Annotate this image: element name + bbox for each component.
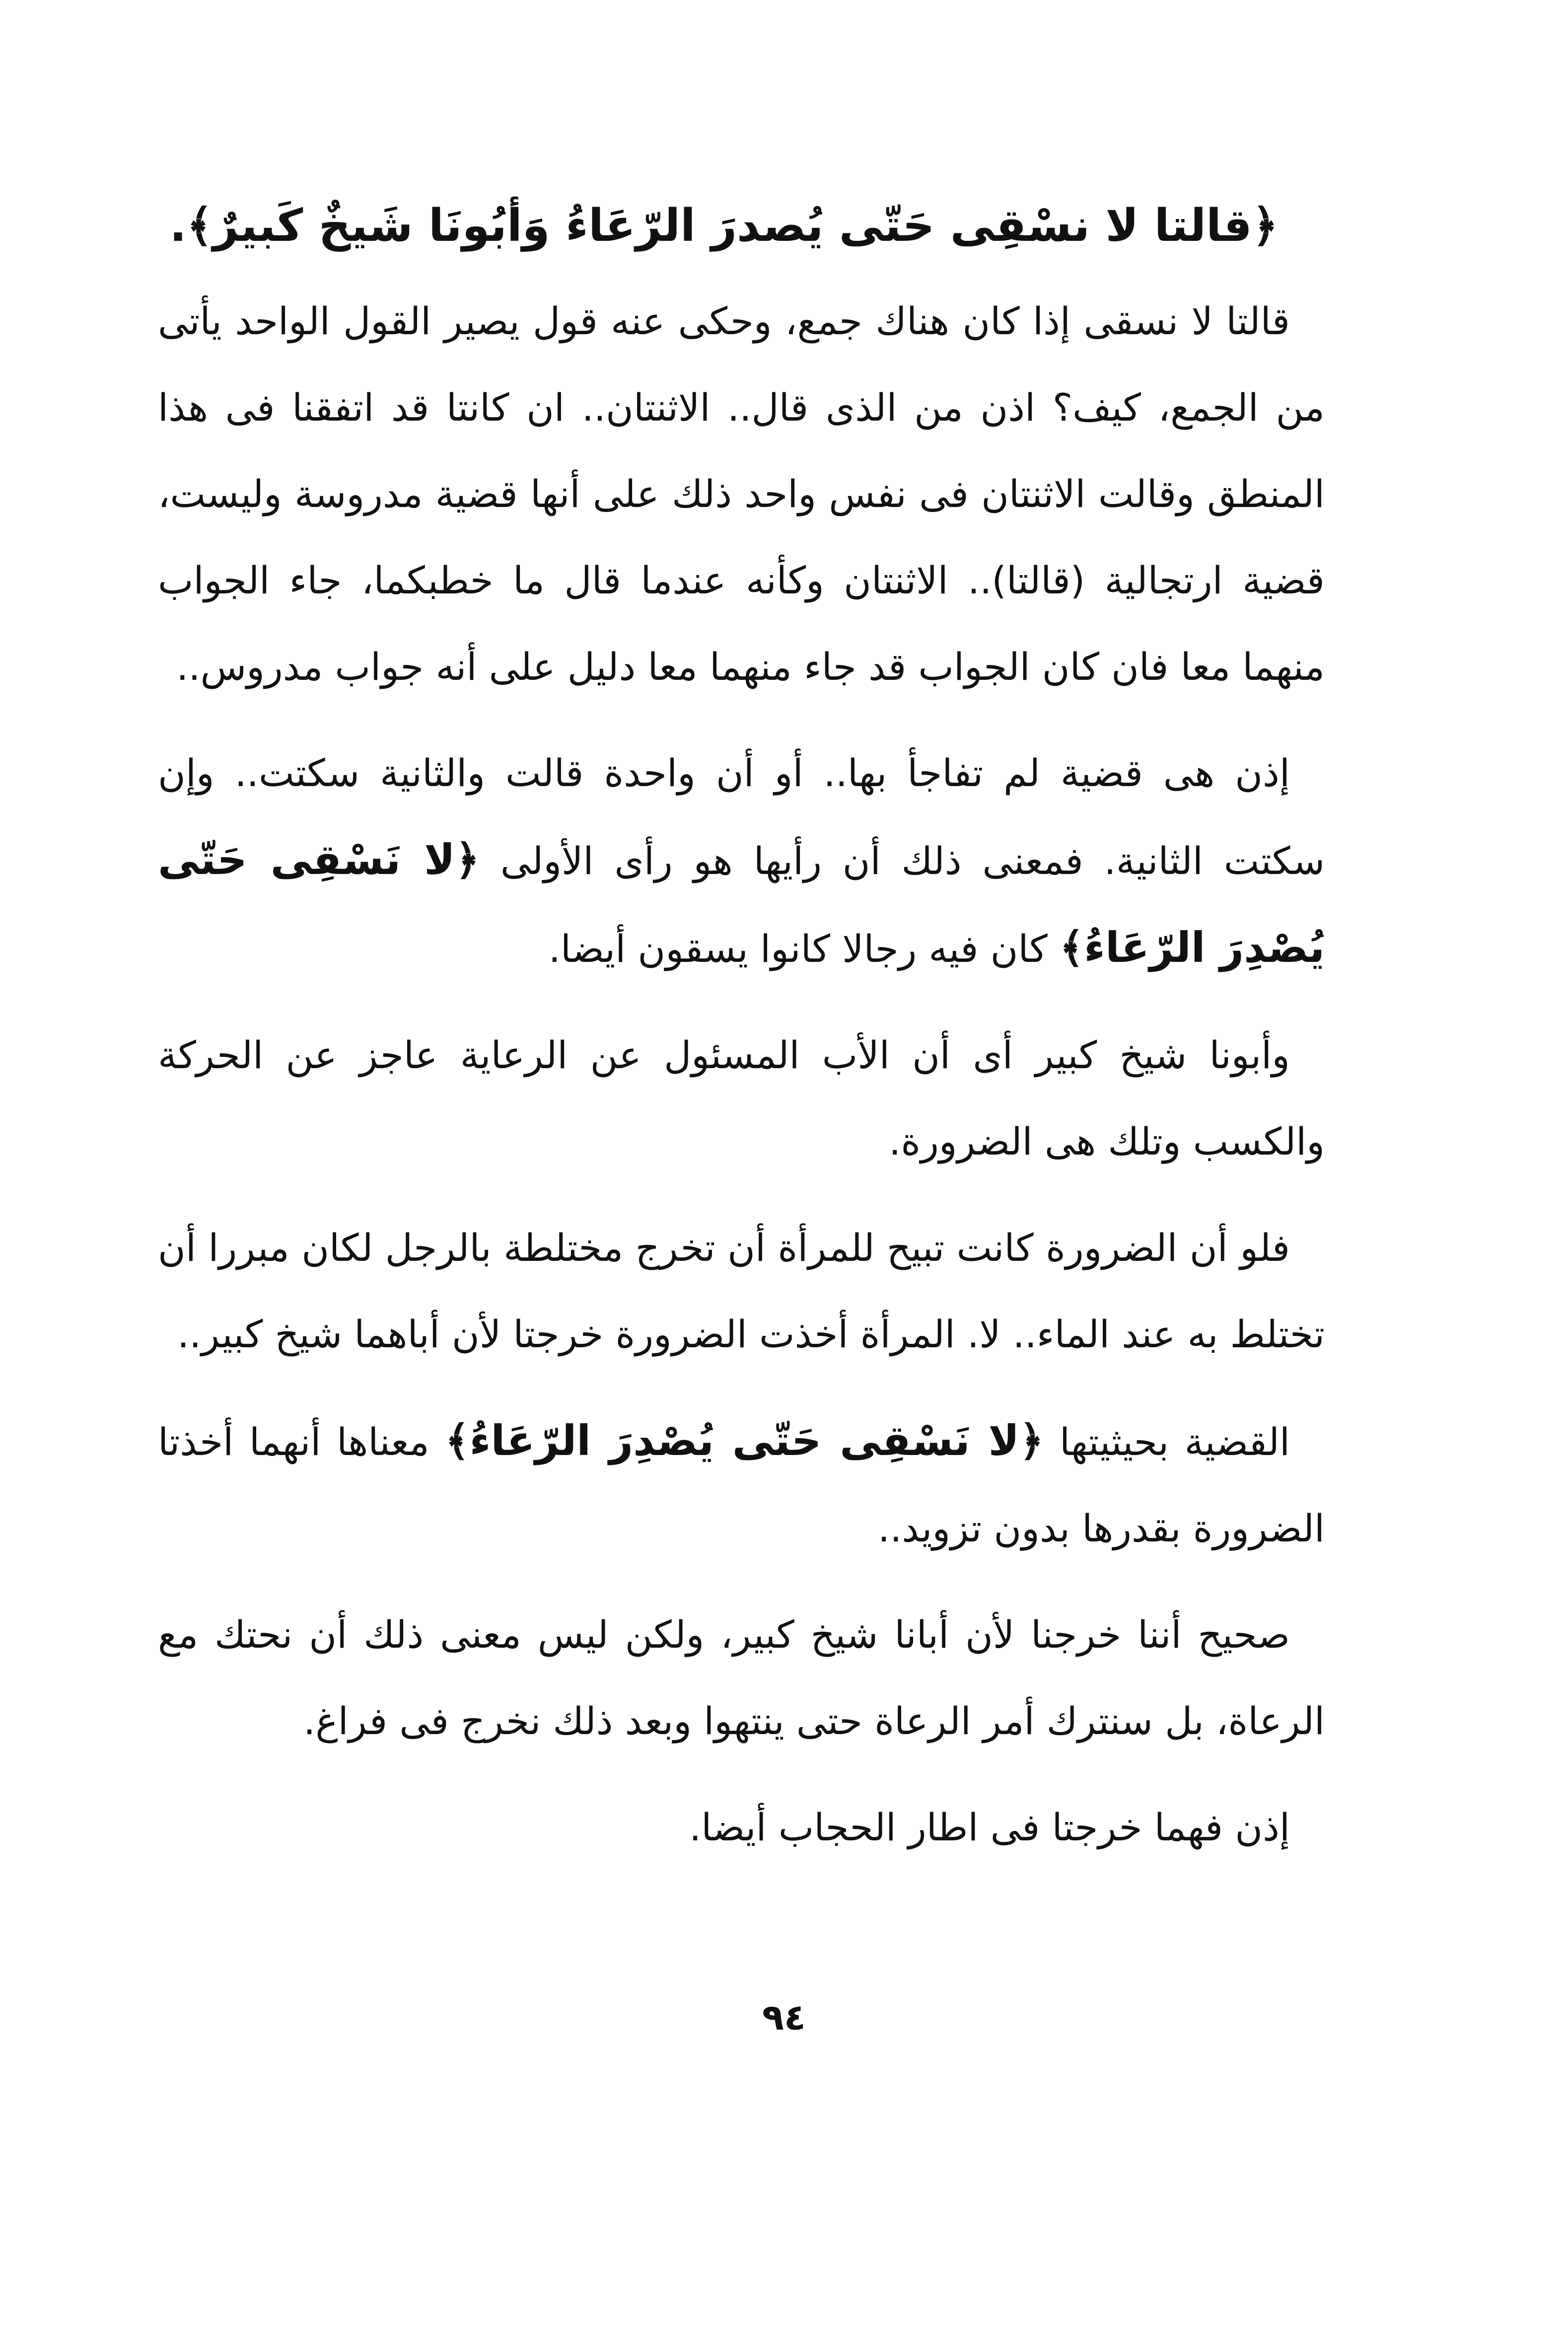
paragraph [158,1784,1325,1871]
paragraphs-container [158,278,1325,1871]
paragraph-text: إذن هى قضية لم تفاجأ بها.. أو أن واحدة قالت والثانية سكتت.. وإن سكتت الثانية. فمعنى ذلك أن رأيها هو رأى الأولى [158,751,1325,883]
paragraph [158,278,1325,710]
paragraph-text: قالتا لا نسقى إذا كان هناك جمع، وحكى عنه قول يصير القول الواحد يأتى من الجمع، كيف؟ اذن من الذى قال.. الاثنتان.. ان كانتا قد اتفقنا فى هذا المنطق وقالت الاثنتان فى نفس واحد ذلك على أنها قضية مدروسة وليست، قضية ارتجالية (قالتا).. الاثنتان وكأنه عندما قال ما خطبكما، جاء الجواب منهما معا فان كان الجواب قد جاء منهما معا دليل على أنه جواب مدروس.. [158,299,1325,689]
quran-quote: ﴿لا نَسْقِى حَتّى يُصْدِرَ الرّعَاءُ﴾ [445,1416,1044,1465]
verse-heading: ﴿قالتا لا نسْقِى حَتّى يُصدرَ الرّعَاءُ وَأبُونَا شَيخٌ كَبيرٌ﴾. [169,200,1279,252]
paragraph-text: إذن فهما خرجتا فى اطار الحجاب أيضا. [689,1805,1290,1849]
page-number: ٩٤ [762,1996,806,2038]
paragraph [158,1397,1325,1572]
paragraph-text: وأبونا شيخ كبير أى أن الأب المسئول عن الرعاية عاجز عن الحركة والكسب وتلك هى الضرورة. [158,1033,1325,1164]
paragraph [158,1592,1325,1764]
paragraph [158,1012,1325,1185]
paragraph-text: معناها أنهما أخذتا الضرورة بقدرها بدون تزويد.. [158,1420,1325,1550]
quran-quote: ﴿لا نَسْقِى حَتّى يُصْدِرَ الرّعَاءُ﴾ [158,835,1325,972]
paragraph-text: كان فيه رجالا كانوا يسقون أيضا. [548,927,1060,971]
paragraph [158,730,1325,992]
paragraph-text: القضية بحيثيتها [1044,1420,1290,1464]
paragraph [158,1205,1325,1378]
paragraph-text: فلو أن الضرورة كانت تبيح للمرأة أن تخرج مختلطة بالرجل لكان مبررا أن تختلط به عند الماء.. لا. المرأة أخذت الضرورة خرجتا لأن أباهما شيخ كبير.. [158,1226,1325,1356]
paragraph-text: صحيح أننا خرجنا لأن أبانا شيخ كبير، ولكن ليس معنى ذلك أن نحتك مع الرعاة، بل سنترك أمر الرعاة حتى ينتهوا وبعد ذلك نخرج فى فراغ. [158,1612,1325,1743]
page-body [158,189,1325,1891]
